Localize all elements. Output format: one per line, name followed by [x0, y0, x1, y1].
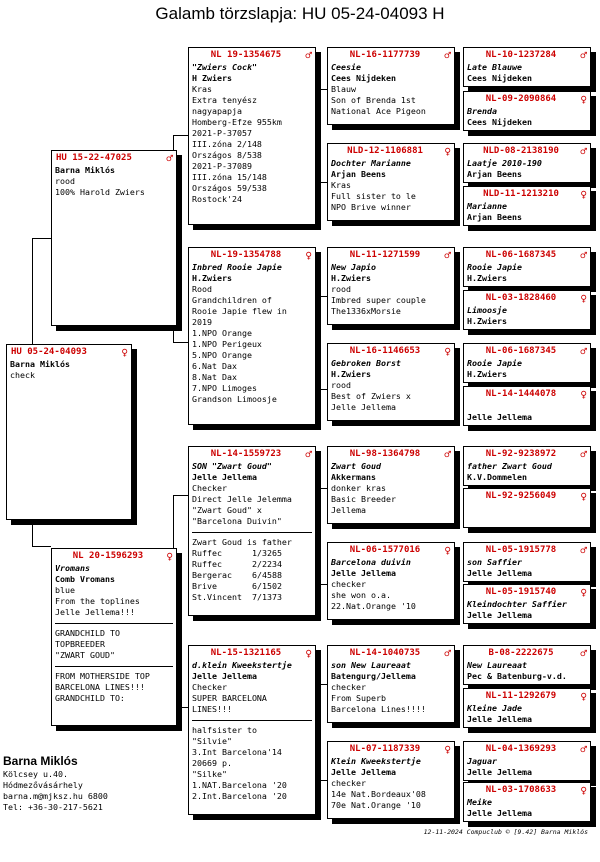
pigeon-note: 7.NPO Limoges — [192, 383, 257, 393]
pigeon-card-gen5[interactable] — [463, 290, 591, 330]
pigeon-note: 2021-P-37089 — [192, 161, 252, 171]
pigeon-card-gen4[interactable] — [327, 47, 455, 125]
pigeon-note: Grandchildren of — [192, 295, 272, 305]
pigeon-note: Rood — [192, 284, 212, 294]
card-header — [467, 49, 587, 62]
pigeon-note: Best of Zwiers x — [331, 391, 411, 401]
female-symbol-icon: ♀ — [444, 743, 451, 756]
pigeon-name: Ceesie — [331, 62, 361, 72]
pigeon-owner: Jelle Jellema — [331, 767, 396, 777]
pigeon-note: 100% Harold Zwiers — [55, 187, 145, 197]
card-header — [192, 49, 312, 62]
pigeon-note: 6.Nat Dax — [192, 361, 237, 371]
pigeon-note: rood — [55, 176, 75, 186]
pigeon-note: "Barcelona Duivin" — [192, 516, 282, 526]
breeder-address: Kölcsey u.40. — [3, 769, 68, 779]
pigeon-note: Országos 8/538 — [192, 150, 262, 160]
breeder-info — [3, 753, 108, 813]
pigeon-name: Late Blauwe — [467, 62, 522, 72]
male-symbol-icon: ♂ — [444, 448, 451, 461]
pigeon-note: Jellema — [331, 505, 366, 515]
ring-number: NL-07-1187339 — [349, 744, 421, 754]
pigeon-note: GRANDCHILD TO — [55, 628, 120, 638]
pigeon-name: son Saffier — [467, 557, 522, 567]
pigeon-name: SON "Zwart Goud" — [192, 461, 272, 471]
card-header — [10, 346, 128, 359]
female-symbol-icon: ♀ — [580, 784, 587, 797]
female-symbol-icon: ♀ — [580, 586, 587, 599]
pigeon-note: Barcelona Lines!!!! — [331, 704, 426, 714]
pigeon-note: III.zóna 15/148 — [192, 172, 267, 182]
ring-number: NL-14-1559723 — [210, 449, 282, 459]
pigeon-note: Jelle Jellema — [331, 402, 396, 412]
pigeon-note: "ZWART GOUD" — [55, 650, 115, 660]
pigeon-card-gen4[interactable] — [327, 247, 455, 325]
female-symbol-icon: ♀ — [580, 93, 587, 106]
male-symbol-icon: ♂ — [444, 249, 451, 262]
footer-credit: 12-11-2024 Compuclub © [9.42] Barna Miklós — [423, 828, 588, 836]
pigeon-note: she won o.a. — [331, 590, 391, 600]
connector — [458, 660, 459, 705]
pigeon-card-dam-dam[interactable] — [188, 645, 316, 815]
connector — [458, 755, 459, 801]
female-symbol-icon: ♀ — [121, 346, 128, 359]
card-header — [467, 490, 587, 503]
pigeon-card-gen5[interactable] — [463, 91, 591, 131]
pigeon-note: 2.Int.Barcelona '20 — [192, 791, 287, 801]
pigeon-name: Jaguar — [467, 756, 497, 766]
separator — [55, 623, 173, 624]
pigeon-owner: Jelle Jellema — [467, 610, 532, 620]
pigeon-note: Rostock'24 — [192, 194, 242, 204]
pigeon-card-gen5[interactable] — [463, 143, 591, 183]
pigeon-note: checker — [331, 579, 366, 589]
ring-number: NL-06-1687345 — [485, 250, 557, 260]
pigeon-name: Rooie Japie — [467, 358, 522, 368]
pigeon-name: New Laureaat — [467, 660, 527, 670]
ring-number: NLD-08-2138190 — [483, 146, 559, 156]
male-symbol-icon: ♂ — [580, 249, 587, 262]
pigeon-owner: Batengurg/Jellema — [331, 671, 416, 681]
breeder-email: barna.m@mjksz.hu 6800 — [3, 791, 108, 801]
male-symbol-icon: ♂ — [580, 49, 587, 62]
ring-number: NL-19-1354788 — [210, 250, 282, 260]
male-symbol-icon: ♂ — [580, 544, 587, 557]
pigeon-owner: H.Zwiers — [467, 316, 507, 326]
pigeon-owner: Cees Nijdeken — [467, 117, 532, 127]
ring-number: NL-16-1177739 — [349, 50, 421, 60]
pigeon-name: son New Laureaat — [331, 660, 411, 670]
pigeon-name: Meike — [467, 797, 492, 807]
pigeon-note: 5.NPO Orange — [192, 350, 252, 360]
pigeon-owner: H Zwiers — [192, 73, 232, 83]
pigeon-card-gen5[interactable] — [463, 584, 591, 624]
female-symbol-icon: ♀ — [580, 690, 587, 703]
connector — [32, 546, 51, 547]
pigeon-card-sire-sire[interactable] — [188, 47, 316, 225]
pigeon-note: "Silvie" — [192, 736, 232, 746]
pigeon-card-gen4[interactable] — [327, 446, 455, 524]
male-symbol-icon: ♂ — [166, 152, 173, 165]
pigeon-name: New Japio — [331, 262, 376, 272]
pigeon-card-sire[interactable] — [51, 150, 177, 326]
pigeon-note: 1.NPO Perigeux — [192, 339, 262, 349]
ring-number: NL-14-1040735 — [349, 648, 421, 658]
separator — [192, 720, 312, 721]
ring-number: NL-06-1687345 — [485, 346, 557, 356]
page-title: Galamb törzslapja: HU 05-24-04093 H — [155, 4, 445, 23]
pigeon-card-gen5[interactable] — [463, 247, 591, 287]
pigeon-note: "Zwart Goud" x — [192, 505, 262, 515]
pigeon-owner: Jelle Jellema — [331, 568, 396, 578]
pigeon-note: 1.NPO Orange — [192, 328, 252, 338]
ring-number: B-08-2222675 — [488, 648, 554, 658]
pigeon-card-gen5[interactable] — [463, 741, 591, 781]
male-symbol-icon: ♂ — [305, 448, 312, 461]
pigeon-note: GRANDCHILD TO: — [55, 693, 125, 703]
pigeon-note: SUPER BARCELONA — [192, 693, 267, 703]
pigeon-card-dam-sire[interactable] — [188, 446, 316, 616]
card-header — [467, 93, 587, 106]
pigeon-card-gen5[interactable] — [463, 645, 591, 685]
pigeon-note: 14e Nat.Bordeaux'08 — [331, 789, 426, 799]
ring-number: NL-05-1915778 — [485, 545, 557, 555]
pigeon-name: "Zwiers Cock" — [192, 62, 257, 72]
ring-number: NL-06-1577016 — [349, 545, 421, 555]
card-header — [331, 145, 451, 158]
pigeon-note: Direct Jelle Jelemma — [192, 494, 292, 504]
pigeon-owner: Cees Nijdeken — [467, 73, 532, 83]
pigeon-note: "Silke" — [192, 769, 227, 779]
pigeon-note: TOPBREEDER — [55, 639, 105, 649]
ring-number: NL-98-1364798 — [349, 449, 421, 459]
pigeon-note: Blauw — [331, 84, 356, 94]
ring-number: NL-03-1828460 — [485, 293, 557, 303]
pigeon-note: Imbred super couple — [331, 295, 426, 305]
separator — [55, 666, 173, 667]
pigeon-card-gen5[interactable] — [463, 386, 591, 426]
pigeon-note: check — [10, 370, 35, 380]
pigeon-owner: Jelle Jellema — [467, 714, 532, 724]
card-header — [467, 784, 587, 797]
male-symbol-icon: ♂ — [444, 647, 451, 660]
pigeon-owner: Jelle Jellema — [192, 671, 257, 681]
pigeon-name: Limoosje — [467, 305, 507, 315]
pigeon-name: Marianne — [467, 201, 507, 211]
pigeon-note: 22.Nat.Orange '10 — [331, 601, 416, 611]
pigeon-owner: Arjan Beens — [467, 169, 522, 179]
pigeon-name: Kleine Jade — [467, 703, 522, 713]
pigeon-note: donker kras — [331, 483, 386, 493]
ring-number: NL-09-2090864 — [485, 94, 557, 104]
connector — [458, 460, 459, 505]
pigeon-name: Kleindochter Saffier — [467, 599, 567, 609]
card-header — [467, 544, 587, 557]
card-header — [467, 388, 587, 401]
pigeon-card-gen5[interactable] — [463, 542, 591, 582]
pigeon-name: Vromans — [55, 563, 90, 573]
pigeon-owner: Jelle Jellema — [192, 472, 257, 482]
pigeon-card-sire-dam[interactable] — [188, 247, 316, 425]
connector — [173, 342, 188, 343]
pigeon-note: Full sister to le — [331, 191, 416, 201]
pigeon-note: checker — [331, 778, 366, 788]
pigeon-note: rood — [331, 284, 351, 294]
pigeon-card-gen4[interactable] — [327, 343, 455, 421]
pigeon-card-gen4[interactable] — [327, 143, 455, 221]
ring-number: HU 15-22-47025 — [56, 153, 132, 163]
connector — [32, 238, 51, 239]
pigeon-owner: K.V.Dommelen — [467, 472, 527, 482]
pigeon-note: 20669 p. — [192, 758, 232, 768]
card-header — [467, 249, 587, 262]
pigeon-card-dam[interactable] — [51, 548, 177, 726]
card-header — [192, 249, 312, 262]
pigeon-owner: Pec & Batenburg-v.d. — [467, 671, 567, 681]
pigeon-note: Homberg-Efze 955km — [192, 117, 282, 127]
connector — [458, 162, 459, 204]
card-header — [467, 586, 587, 599]
connector — [458, 66, 459, 110]
ring-number: NL-92-9256049 — [485, 491, 557, 501]
breeder-phone: Tel: +36-30-217-5621 — [3, 802, 103, 812]
pigeon-note: 8.Nat Dax — [192, 372, 237, 382]
pigeon-note: The1336xMorsie — [331, 306, 401, 316]
female-symbol-icon: ♀ — [444, 145, 451, 158]
race-result: Ruffec 2/2234 — [192, 559, 282, 569]
ring-number: NL-15-1321165 — [210, 648, 282, 658]
connector — [173, 495, 188, 496]
ring-number: NL-04-1369293 — [485, 744, 557, 754]
pigeon-owner: Jelle Jellema — [467, 767, 532, 777]
connector — [458, 263, 459, 308]
card-header — [467, 345, 587, 358]
separator — [192, 532, 312, 533]
pigeon-owner: Comb Vromans — [55, 574, 115, 584]
pigeon-note: FROM MOTHERSIDE TOP — [55, 671, 150, 681]
card-header — [331, 743, 451, 756]
race-result: Bergerac 6/4588 — [192, 570, 282, 580]
race-result: St.Vincent 7/1373 — [192, 592, 282, 602]
card-header — [331, 345, 451, 358]
card-header — [467, 188, 587, 201]
pigeon-name: Barcelona duivin — [331, 557, 411, 567]
pigeon-card-gen4[interactable] — [327, 542, 455, 620]
male-symbol-icon: ♂ — [580, 345, 587, 358]
male-symbol-icon: ♂ — [580, 743, 587, 756]
pigeon-name: Brenda — [467, 106, 497, 116]
connector — [458, 360, 459, 405]
card-header — [55, 550, 173, 563]
pigeon-name: Dochter Marianne — [331, 158, 411, 168]
card-header — [467, 690, 587, 703]
pigeon-owner: H.Zwiers — [467, 369, 507, 379]
ring-number: NL-92-9238972 — [485, 449, 557, 459]
pigeon-note: Rooie Japie flew in — [192, 306, 287, 316]
pigeon-note: blue — [55, 585, 75, 595]
race-result: Brive 6/1502 — [192, 581, 282, 591]
ring-number: NL-05-1915740 — [485, 587, 557, 597]
pigeon-owner: H.Zwiers — [192, 273, 232, 283]
pigeon-note: National Ace Pigeon — [331, 106, 426, 116]
pigeon-note: Checker — [192, 483, 227, 493]
pigeon-card-gen5[interactable] — [463, 488, 591, 528]
female-symbol-icon: ♀ — [580, 292, 587, 305]
female-symbol-icon: ♀ — [580, 188, 587, 201]
pigeon-note: From the toplines — [55, 596, 140, 606]
card-header — [192, 448, 312, 461]
pigeon-owner: H.Zwiers — [331, 369, 371, 379]
pigeon-name — [467, 401, 587, 412]
pigeon-owner: Jelle Jellema — [467, 412, 532, 422]
card-header — [467, 145, 587, 158]
pigeon-note: Jelle Jellema!!! — [55, 607, 135, 617]
pigeon-note: Extra tenyész — [192, 95, 257, 105]
pigeon-owner: Arjan Beens — [331, 169, 386, 179]
pigeon-owner: Akkermans — [331, 472, 376, 482]
ring-number: NL 19-1354675 — [210, 50, 282, 60]
card-header — [467, 647, 587, 660]
pigeon-note: Országos 59/538 — [192, 183, 267, 193]
pigeon-name: Gebroken Borst — [331, 358, 401, 368]
female-symbol-icon: ♀ — [580, 388, 587, 401]
pigeon-note: Son of Brenda 1st — [331, 95, 416, 105]
pigeon-card-gen5[interactable] — [463, 446, 591, 486]
female-symbol-icon: ♀ — [580, 490, 587, 503]
connector — [458, 558, 459, 603]
pigeon-name: Rooie Japie — [467, 262, 522, 272]
pigeon-owner: Barna Miklós — [10, 359, 70, 369]
pigeon-name: Laatje 2010-190 — [467, 158, 542, 168]
ring-number: NL-11-1271599 — [349, 250, 421, 260]
pigeon-note: halfsister to — [192, 725, 257, 735]
ring-number: NL-11-1292679 — [485, 691, 557, 701]
female-symbol-icon: ♀ — [444, 544, 451, 557]
female-symbol-icon: ♀ — [305, 647, 312, 660]
card-header — [331, 647, 451, 660]
card-header — [192, 647, 312, 660]
pigeon-card-gen5[interactable] — [463, 782, 591, 822]
pigeon-note: 3.Int Barcelona'14 — [192, 747, 282, 757]
pigeon-card-gen4[interactable] — [327, 741, 455, 819]
pigeon-note: BARCELONA LINES!!! — [55, 682, 145, 692]
ring-number: NL-14-1444078 — [485, 389, 557, 399]
pigeon-note: 1.NAT.Barcelona '20 — [192, 780, 287, 790]
pigeon-note: rood — [331, 380, 351, 390]
female-symbol-icon: ♀ — [166, 550, 173, 563]
pigeon-name: d.klein Kweekstertje — [192, 660, 292, 670]
pigeon-owner: Cees Nijdeken — [331, 73, 396, 83]
card-header — [331, 49, 451, 62]
pigeon-note: 2019 — [192, 317, 212, 327]
race-result: Ruffec 1/3265 — [192, 548, 282, 558]
pigeon-note: 70e Nat.Orange '10 — [331, 800, 421, 810]
female-symbol-icon: ♀ — [305, 249, 312, 262]
pigeon-note: III.zóna 2/148 — [192, 139, 262, 149]
pigeon-note: LINES!!! — [192, 704, 232, 714]
breeder-name: Barna Miklós — [3, 754, 78, 768]
card-header — [331, 448, 451, 461]
ring-number: HU 05-24-04093 — [11, 347, 87, 357]
ring-number: NL-03-1708633 — [485, 785, 557, 795]
pigeon-name: Klein Kweekstertje — [331, 756, 421, 766]
connector — [173, 135, 188, 136]
male-symbol-icon: ♂ — [305, 49, 312, 62]
pigeon-note: Zwart Goud is father — [192, 537, 292, 547]
female-symbol-icon: ♀ — [444, 345, 451, 358]
male-symbol-icon: ♂ — [444, 49, 451, 62]
card-header — [331, 544, 451, 557]
pigeon-card-gen5[interactable] — [463, 688, 591, 728]
pigeon-name: father Zwart Goud — [467, 461, 552, 471]
ring-number: NL-10-1237284 — [485, 50, 557, 60]
card-header — [55, 152, 173, 165]
card-header — [467, 448, 587, 461]
pigeon-card-gen5[interactable] — [463, 47, 591, 87]
ring-number: NL 20-1596293 — [72, 551, 144, 561]
pigeon-note: NPO Brive winner — [331, 202, 411, 212]
pigeon-owner: H.Zwiers — [331, 273, 371, 283]
pigeon-owner: Jelle Jellema — [467, 568, 532, 578]
pigeon-note: Kras — [331, 180, 351, 190]
pigeon-owner: Barna Miklós — [55, 165, 115, 175]
card-header — [467, 743, 587, 756]
pigeon-card-gen4[interactable] — [327, 645, 455, 723]
ring-number: NLD-11-1213210 — [483, 189, 559, 199]
male-symbol-icon: ♂ — [580, 448, 587, 461]
male-symbol-icon: ♂ — [580, 647, 587, 660]
pigeon-owner: Jelle Jellema — [467, 808, 532, 818]
ring-number: NL-16-1146653 — [349, 346, 421, 356]
ring-number: NLD-12-1106881 — [347, 146, 423, 156]
card-header — [331, 249, 451, 262]
pigeon-name: Inbred Rooie Japie — [192, 262, 282, 272]
male-symbol-icon: ♂ — [580, 145, 587, 158]
pigeon-owner: Arjan Beens — [467, 212, 522, 222]
pigeon-note: From Superb — [331, 693, 386, 703]
pigeon-card-subject[interactable] — [6, 344, 132, 520]
pigeon-name: Zwart Goud — [331, 461, 381, 471]
pigeon-note: Grandson Limoosje — [192, 394, 277, 404]
pigeon-card-gen5[interactable] — [463, 186, 591, 226]
pigeon-owner: H.Zwiers — [467, 273, 507, 283]
pigeon-note: Kras — [192, 84, 212, 94]
pigeon-note: nagyapapja — [192, 106, 242, 116]
breeder-city: Hódmezővásárhely — [3, 780, 83, 790]
pigeon-card-gen5[interactable] — [463, 343, 591, 383]
pigeon-note: Basic Breeder — [331, 494, 396, 504]
pigeon-note: Checker — [192, 682, 227, 692]
pigeon-note: 2021-P-37057 — [192, 128, 252, 138]
card-header — [467, 292, 587, 305]
pigeon-note: checker — [331, 682, 366, 692]
